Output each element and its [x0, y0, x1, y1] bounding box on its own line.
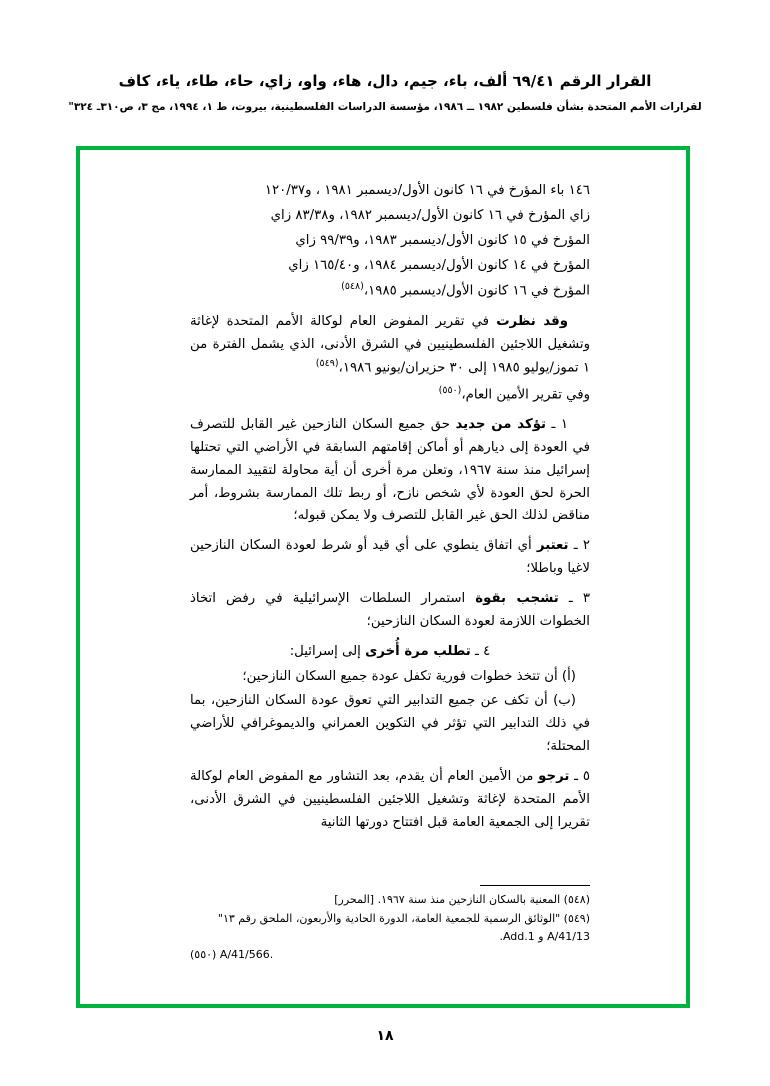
item-1-rest: حق جميع السكان النازحين غير القابل للتصرف في العودة إلى ديارهم أو أماكن إقامتهم السابقة في الأراضي التي تحتلها إسرائيل منذ سنة ١٩٦٧، وتعلن مرة أخرى أن أية محاولة لتقييد الممارسة الحرة لحق العودة لأي شخص نازح، أو ربط تلك الممارسة بشروط، أمر مناقض لذلك الحق غير القابل للتصرف ولا يمكن قبوله؛ [190, 417, 591, 524]
item-3-text [190, 588, 590, 634]
item-4b-text: (ب) أن تكف عن جميع التدابير التي تعوق عودة السكان النازحين، بما في ذلك التدابير التي تؤثر في التكوين العمراني والديموغرافي للأراضي المحتلة؛ [190, 693, 590, 755]
item-3-rest: استمرار السلطات الإسرائيلية في رفض اتخاذ الخطوات اللازمة لعودة السكان النازحين؛ [190, 591, 590, 629]
footnote-550: (٥٥٠) A/41/566. [190, 947, 274, 961]
item-4-text [190, 641, 590, 664]
item-4-bold: تطلب مرة أُخرى [365, 643, 471, 659]
item-2-number: ٢ ـ [573, 538, 591, 554]
page-number: ١٨ [376, 1028, 394, 1044]
document-source-line: لقرارات الأمم المتحدة بشأن فلسطين ١٩٨٢ ــ ١٩٨٦، مؤسسة الدراسات الفلسطينية، بيروت، ط ١، ١٩٩٤، مج ٣، ص٣١٠ـ ٣٢٤" [68, 100, 702, 113]
document-header [0, 70, 770, 114]
preamble-line-5 [190, 279, 590, 303]
page-title: القرار الرقم ٦٩/٤١ ألف، باء، جيم، دال، هاء، واو، زاي، حاء، طاء، ياء، كاف [118, 72, 652, 90]
item-5-rest: من الأمين العام أن يقدم، بعد التشاور مع المفوض العام لوكالة الأمم المتحدة لإغاثة وتشغيل اللاجئين الفلسطينيين في الشرق الأدنى، تقريرا إلى الجمعية العامة قبل افتتاح دورتها الثانية [190, 769, 590, 830]
operative-item-2 [190, 535, 590, 581]
item-5-number: ٥ ـ [574, 769, 590, 785]
report-text [190, 383, 590, 407]
document-body [190, 180, 590, 842]
footnote-ref-550: (٥٥٠) [438, 384, 462, 396]
preamble-line-5-text: المؤرخ في ١٦ كانون الأول/ديسمبر ١٩٨٥، [363, 283, 590, 299]
item-1-number: ١ ـ [551, 417, 569, 432]
preamble-line-3: المؤرخ في ١٥ كانون الأول/ديسمبر ١٩٨٣، و٩٩/٣٩ زاي [295, 232, 590, 248]
item-1-bold: تؤكد من جديد [455, 417, 547, 432]
green-border-frame [76, 146, 690, 1008]
footnote-list [190, 891, 590, 964]
item-4-rest: إلى إسرائيل: [289, 643, 361, 659]
item-3-number: ٣ ـ [568, 591, 591, 607]
item-2-bold: تعتبر [536, 538, 569, 554]
considered-paragraph [190, 311, 590, 407]
footnote-549: (٥٤٩) "الوثائق الرسمية للجمعية العامة، الدورة الحادية والأربعون، الملحق رقم ١٣" A/41/13 و Add.1. [217, 911, 590, 943]
item-2-text [190, 535, 590, 581]
footnote-ref-549: (٥٤٩) [315, 358, 339, 370]
report-rest: وفي تقرير الأمين العام، [461, 387, 590, 403]
footnote-548: (٥٤٨) المعنية بالسكان النازحين منذ سنة ١٩٦٧. [المحرر] [334, 893, 590, 907]
operative-item-4 [190, 641, 590, 759]
considered-lead-bold: وقد نظرت [496, 313, 568, 329]
item-4-number: ٤ ـ [475, 643, 491, 659]
considered-text [190, 311, 590, 381]
footnote-separator [480, 885, 590, 886]
item-4a-text: (أ) أن تتخذ خطوات فورية تكفل عودة جميع السكان النازحين؛ [242, 668, 576, 684]
considered-rest: في تقرير المفوض العام لوكالة الأمم المتحدة لإغاثة وتشغيل اللاجئين الفلسطينيين في الشرق الأدنى، الذي يشمل الفترة من ١ تموز/يوليو ١٩٨٥ إلى ٣٠ حزيران/يونيو ١٩٨٦، [190, 313, 590, 376]
item-5-bold: ترجو [538, 769, 570, 785]
operative-item-3 [190, 588, 590, 634]
preamble-line-1: ١٤٦ باء المؤرخ في ١٦ كانون الأول/ديسمبر ١٩٨١ ، و١٢٠/٣٧ [264, 183, 590, 198]
preamble-line-2: زاي المؤرخ في ١٦ كانون الأول/ديسمبر ١٩٨٢، و٨٣/٣٨ زاي [270, 207, 590, 223]
item-1-text [190, 414, 590, 528]
item-2-rest: أي اتفاق ينطوي على أي قيد أو شرط لعودة السكان النازحين لاغيا وباطلا؛ [190, 538, 590, 577]
item-5-text [190, 766, 590, 835]
preamble-line-4: المؤرخ في ١٤ كانون الأول/ديسمبر ١٩٨٤، و١٦٥/٤٠ زاي [288, 257, 590, 273]
preamble-block [190, 180, 590, 304]
item-3-bold: تشجب بقوة [475, 591, 559, 607]
operative-item-1 [190, 414, 590, 528]
operative-item-5 [190, 766, 590, 835]
footnote-ref-548: (٥٤٨) [341, 281, 364, 293]
